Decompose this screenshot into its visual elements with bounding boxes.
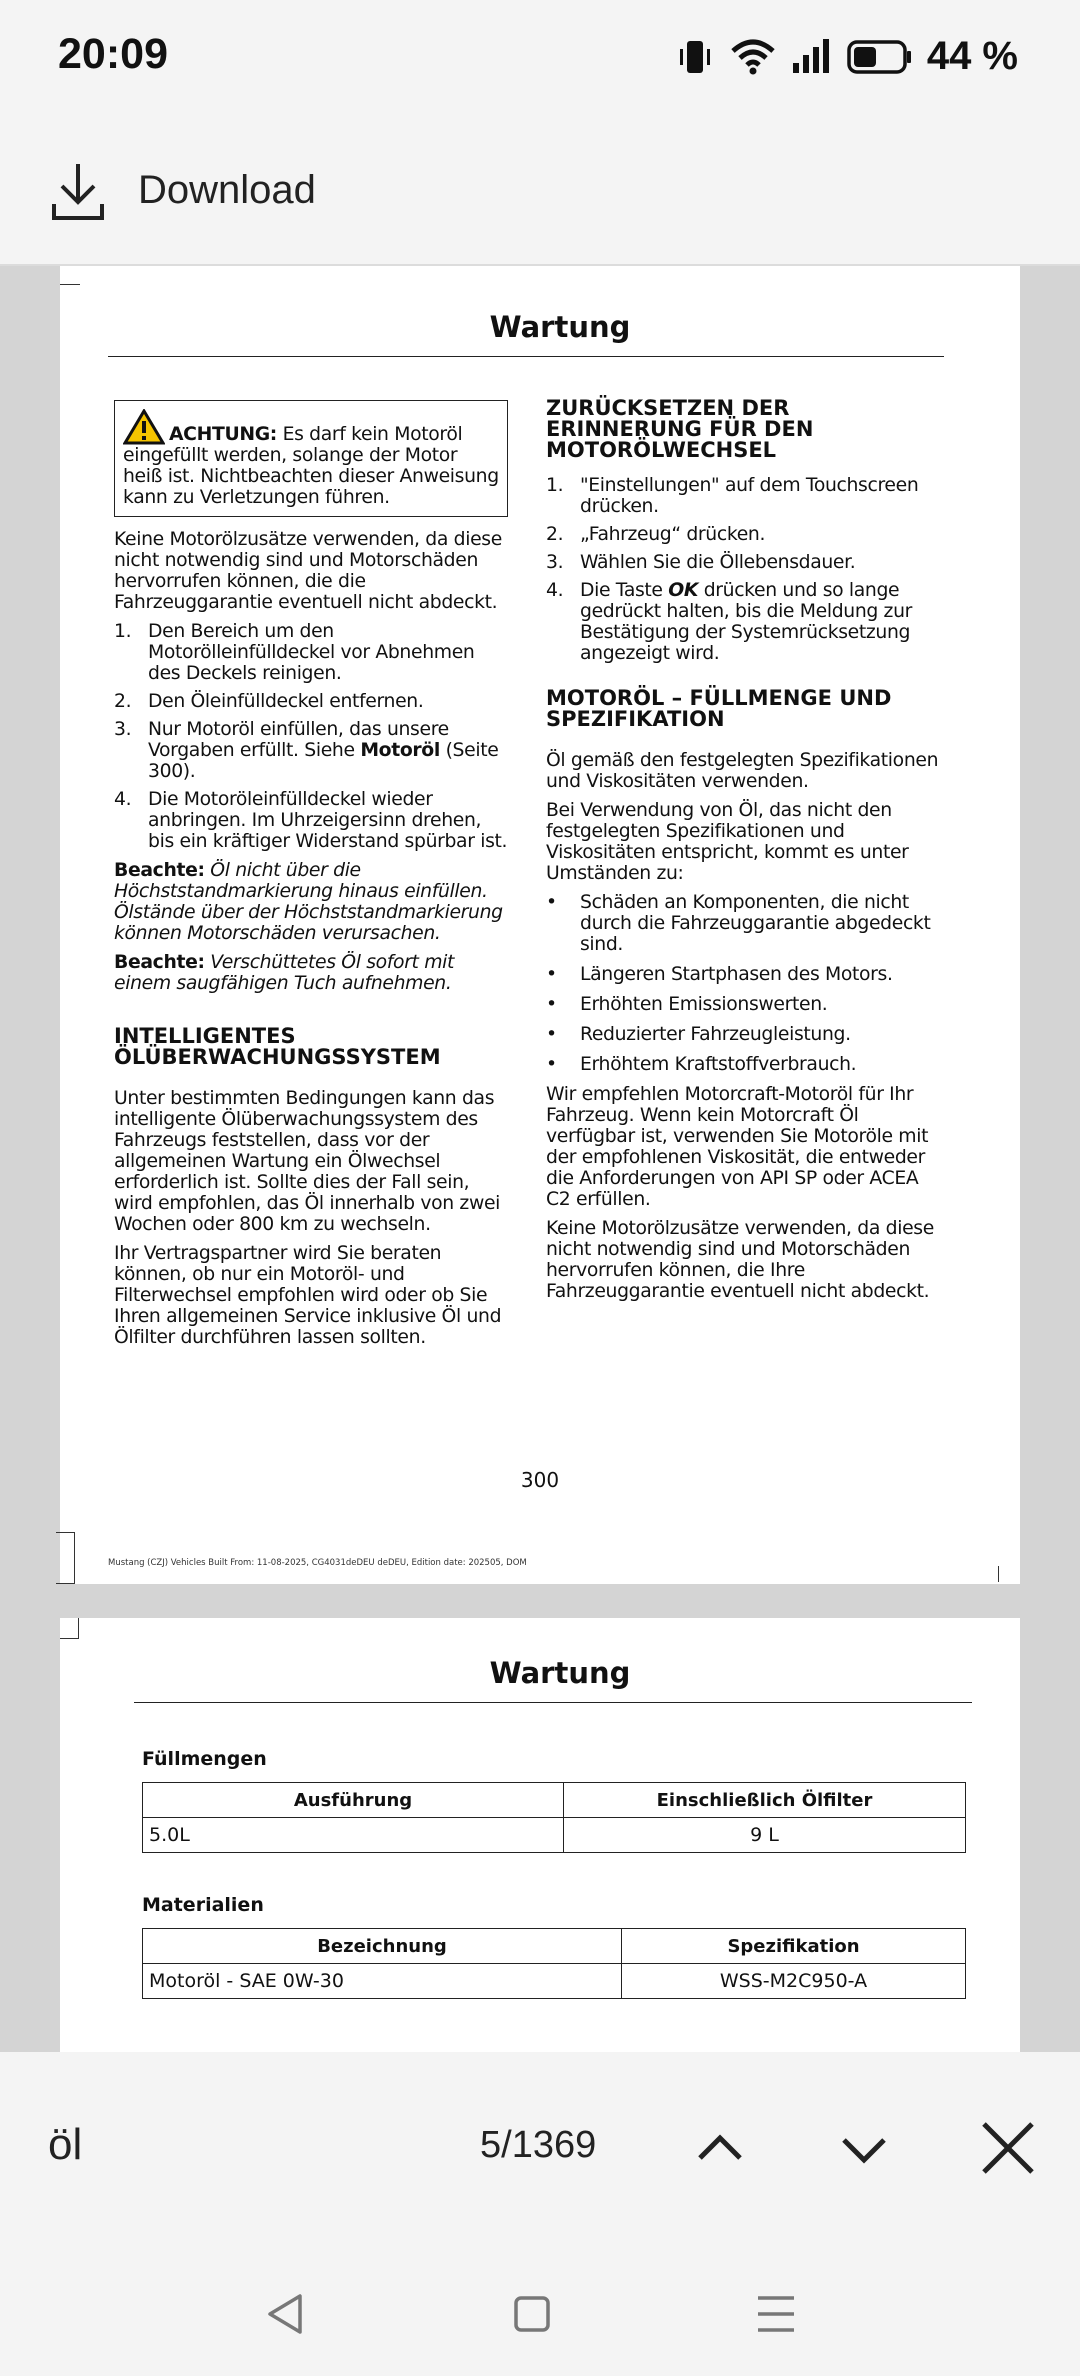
page-footer: Mustang (CZJ) Vehicles Built From: 11-08-2025, CG4031deDEU deDEU, Edition date: 202505, DOM <box>108 1558 527 1568</box>
note: Beachte: Verschüttetes Öl sofort mit einem saugfähigen Tuch aufnehmen. <box>114 952 455 994</box>
list-item <box>546 475 940 517</box>
title-rule <box>108 356 944 357</box>
home-icon[interactable] <box>502 2284 562 2344</box>
steps-list <box>114 621 508 852</box>
list-item: • Reduzierter Fahrzeugleistung. <box>546 1024 851 1045</box>
top-bar <box>0 118 1080 266</box>
warning-triangle-icon <box>123 409 165 445</box>
table-header-cell: Einschließlich Ölfilter <box>564 1783 966 1818</box>
materials-table <box>142 1928 966 1999</box>
page-number: 300 <box>520 1468 560 1492</box>
step-text: „Fahrzeug“ drücken. <box>580 524 766 545</box>
table-header-row <box>143 1929 966 1964</box>
crop-mark <box>56 1532 75 1584</box>
list-item <box>546 524 940 545</box>
pdf-page-300 <box>60 266 1020 1584</box>
close-icon[interactable] <box>972 2112 1044 2184</box>
table-cell: WSS-M2C950-A <box>622 1964 966 1999</box>
section-title: Füllmengen <box>142 1748 267 1770</box>
section-heading: MOTORÖL – FÜLLMENGE UND SPEZIFIKATION <box>546 686 892 731</box>
list-item: • Längeren Startphasen des Motors. <box>546 964 893 985</box>
pdf-page-301 <box>60 1618 1020 2052</box>
steps-list <box>546 475 940 664</box>
download-title[interactable]: Download <box>138 168 316 212</box>
paragraph: Ihr Vertragspartner wird Sie beraten können, ob nur ein Motoröl- und Filterwechsel empfohlen wird oder ob Sie Ihren allgemeinen Service inklusive Öl und Ölfilter durchführen lassen sollten. <box>114 1243 502 1348</box>
step-number: 4. <box>546 580 564 601</box>
vibrate-icon <box>675 37 715 77</box>
battery-percent: 44 % <box>926 34 1018 78</box>
document-viewer[interactable] <box>0 266 1080 2052</box>
table-cell: 5.0L <box>143 1818 564 1853</box>
step-number: 4. <box>114 789 132 810</box>
list-item <box>546 580 940 664</box>
paragraph: Öl gemäß den festgelegten Spezifikationen und Viskositäten verwenden. <box>546 750 939 792</box>
paragraph: Wir empfehlen Motorcraft-Motoröl für Ihr Fahrzeug. Wenn kein Motorcraft Öl verfügbar ist, verwenden Sie Motoröle mit der empfohlenen Viskosität, die entweder die Anforderungen von API SP oder ACEA C2 erfüllen. <box>546 1084 929 1210</box>
crop-mark <box>60 266 80 285</box>
table-cell: Motoröl - SAE 0W-30 <box>143 1964 622 1999</box>
crop-mark <box>998 1566 1017 1582</box>
table-cell: 9 L <box>564 1818 966 1853</box>
warning-text: Es darf kein Motoröl eingefüllt werden, solange der Motor heiß ist. Nichtbeachten dieser Anweisung kann zu Verletzungen führen. <box>123 424 499 508</box>
step-text: Den Bereich um den Motorölleinfülldeckel vor Abnehmen des Deckels reinigen. <box>148 621 475 684</box>
table-row <box>143 1818 966 1853</box>
signal-icon <box>791 37 833 77</box>
step-number: 1. <box>546 475 564 496</box>
note: Beachte: Öl nicht über die Höchststandmarkierung hinaus einfüllen. Ölstände über der Höchststandmarkierung können Motorschäden verursachen. <box>114 860 503 944</box>
left-column <box>114 400 508 1356</box>
menu-icon[interactable] <box>746 2284 806 2344</box>
step-text: Den Öleinfülldeckel entfernen. <box>148 691 424 712</box>
capacity-table <box>142 1782 966 1853</box>
table-header-row <box>143 1783 966 1818</box>
table-row <box>143 1964 966 1999</box>
step-number: 1. <box>114 621 132 642</box>
list-item <box>114 719 508 782</box>
list-item <box>114 621 508 684</box>
list-item <box>546 552 940 573</box>
step-text: Nur Motoröl einfüllen, das unsere Vorgaben erfüllt. Siehe Motoröl (Seite 300). <box>148 719 499 782</box>
step-number: 2. <box>114 691 132 712</box>
step-text: Die Motoröleinfülldeckel wieder anbringen. Im Uhrzeigersinn drehen, bis ein kräftiger Widerstand spürbar ist. <box>148 789 508 852</box>
battery-icon <box>847 37 913 77</box>
crop-mark <box>60 1618 79 1639</box>
list-item: • Erhöhten Emissionswerten. <box>546 994 828 1015</box>
chevron-up-icon[interactable] <box>684 2112 756 2184</box>
table-header-cell: Spezifikation <box>622 1929 966 1964</box>
list-item <box>114 691 508 712</box>
back-icon[interactable] <box>256 2284 316 2344</box>
chevron-down-icon[interactable] <box>828 2112 900 2184</box>
list-item: • Erhöhtem Kraftstoffverbrauch. <box>546 1054 857 1075</box>
cross-reference-link[interactable]: Motoröl <box>360 740 440 761</box>
paragraph: Keine Motorölzusätze verwenden, da diese nicht notwendig sind und Motorschäden hervorrufen können, die die Fahrzeuggarantie eventuell nicht abdeckt. <box>114 529 502 613</box>
status-icons <box>675 34 1018 79</box>
list-item: • Schäden an Komponenten, die nicht durch die Fahrzeuggarantie abgedeckt sind. <box>546 892 931 955</box>
bullet-list <box>546 892 940 1075</box>
step-text: Die Taste OK drücken und so lange gedrückt halten, bis die Meldung zur Bestätigung der Systemrücksetzung angezeigt wird. <box>580 580 912 664</box>
match-count: 5/1369 <box>480 2124 597 2166</box>
step-number: 3. <box>546 552 564 573</box>
warning-box <box>114 400 508 517</box>
search-query[interactable]: öl <box>48 2120 83 2169</box>
paragraph: Keine Motorölzusätze verwenden, da diese nicht notwendig sind und Motorschäden hervorrufen können, die Ihre Fahrzeuggarantie eventuell nicht abdeckt. <box>546 1218 934 1302</box>
list-item <box>114 789 508 852</box>
step-text: "Einstellungen" auf dem Touchscreen drücken. <box>580 475 919 517</box>
table-header-cell: Bezeichnung <box>143 1929 622 1964</box>
title-rule <box>134 1702 972 1703</box>
step-number: 3. <box>114 719 132 740</box>
system-nav-bar <box>0 2252 1080 2376</box>
find-in-page-bar <box>0 2052 1080 2252</box>
wifi-icon <box>729 37 777 77</box>
table-header-cell: Ausführung <box>143 1783 564 1818</box>
step-number: 2. <box>546 524 564 545</box>
paragraph: Unter bestimmten Bedingungen kann das intelligente Ölüberwachungssystem des Fahrzeugs feststellen, dass vor der allgemeinen Wartung ein Ölwechsel erforderlich ist. Sollte dies der Fall sein, wird empfohlen, das Öl innerhalb von zwei Wochen oder 800 km zu wechseln. <box>114 1088 501 1235</box>
status-bar <box>0 0 1080 118</box>
section-title: Materialien <box>142 1894 264 1916</box>
page-title: Wartung <box>489 1656 631 1690</box>
paragraph: Bei Verwendung von Öl, das nicht den festgelegten Spezifikationen und Viskositäten entspricht, kommt es unter Umständen zu: <box>546 800 909 884</box>
download-icon[interactable] <box>50 160 106 224</box>
page-title: Wartung <box>489 310 631 344</box>
status-time: 20:09 <box>58 30 168 78</box>
section-heading: ZURÜCKSETZEN DER ERINNERUNG FÜR DEN MOTORÖLWECHSEL <box>546 396 814 462</box>
warning-label: ACHTUNG: <box>169 424 277 445</box>
step-text: Wählen Sie die Öllebensdauer. <box>580 552 856 573</box>
section-heading: INTELLIGENTES ÖLÜBERWACHUNGSSYSTEM <box>114 1024 441 1069</box>
right-column <box>546 398 940 1310</box>
